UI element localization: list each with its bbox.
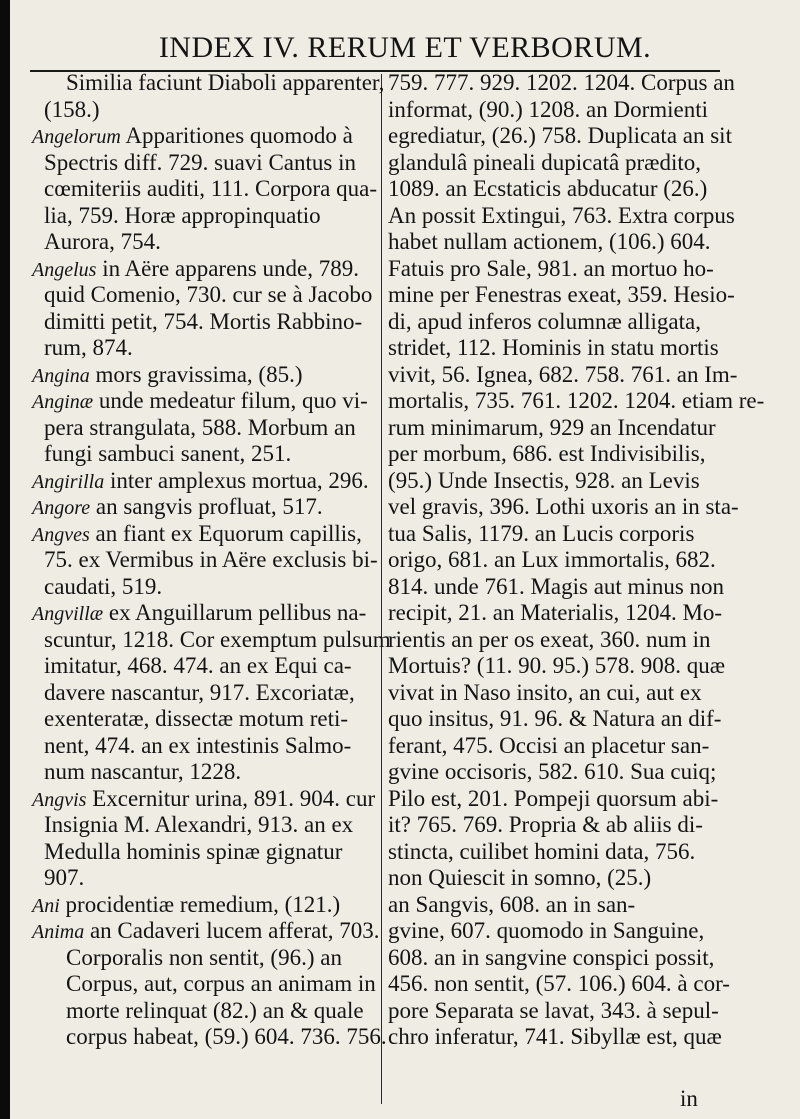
- index-entry-line: [32, 1024, 387, 1051]
- entry-text: exenteratæ, dissectæ motum reti-: [44, 706, 349, 731]
- entry-headword: Angore: [32, 497, 91, 519]
- index-entry-line: di, apud inferos columnæ alligata,: [388, 308, 701, 334]
- entry-headword: Ani: [32, 894, 60, 917]
- index-entry-line: [32, 150, 377, 177]
- entry-text: lia, 759. Horæ appropinquatio: [44, 202, 321, 228]
- page-header-title: INDEX IV. RERUM ET VERBORUM.: [158, 31, 652, 64]
- index-entry-line: [32, 521, 377, 548]
- index-entry-line: ferant, 475. Occisi an placetur san-: [388, 732, 710, 758]
- entry-text: mors gravissima, (85.): [89, 361, 303, 387]
- index-entry-line: an Sangvis, 608. an in san-: [388, 891, 636, 917]
- entry-text: nent, 474. an ex intestinis Salmo-: [44, 732, 352, 758]
- index-entry-line: [32, 203, 377, 230]
- index-entry-line: gvine occisoris, 582. 610. Sua cuiq;: [388, 759, 717, 784]
- entry-text: Medulla hominis spinæ gignatur: [44, 838, 343, 864]
- index-entry-line: [32, 759, 377, 786]
- index-entry-line: [32, 839, 377, 866]
- right-index-column: [388, 70, 765, 1051]
- index-entry-line: 608. an in sangvine conspici possit,: [388, 944, 715, 970]
- entry-text: cœmiteriis auditi, 111. Corpora qua-: [44, 176, 377, 201]
- index-entry-line: rum minimarum, 929 an Incendatur: [388, 414, 716, 440]
- catchword: in: [680, 1086, 698, 1111]
- entry-headword: Angelorum: [32, 126, 121, 148]
- index-entry-line: stincta, cuilibet homini data, 756.: [388, 838, 696, 864]
- index-entry-line: [32, 335, 377, 362]
- index-entry-line: Pilo est, 201. Pompeji quorsum abi-: [388, 785, 719, 811]
- index-entry-line: tua Salis, 1179. an Lucis corporis: [388, 520, 695, 546]
- entry-text: morte relinquat (82.) an & quale: [66, 997, 364, 1023]
- index-entry-line: mine per Fenestras exeat, 359. Hesio-: [388, 282, 735, 307]
- index-entry-line: [32, 733, 377, 760]
- index-entry-line: [32, 786, 377, 813]
- index-entry-line: [32, 97, 377, 124]
- index-entry-line: [32, 971, 377, 998]
- entry-text: Corporalis non sentit, (96.) an: [66, 944, 342, 970]
- entry-headword: Angvillæ: [32, 603, 104, 625]
- entry-text: in Aëre apparens unde, 789.: [96, 255, 359, 281]
- column-divider: [381, 74, 382, 1104]
- index-entry-line: informat, (90.) 1208. an Dormienti: [388, 96, 709, 122]
- index-entry-line: [32, 574, 377, 601]
- entry-text: (158.): [44, 96, 100, 122]
- index-entry-line: [32, 865, 377, 892]
- index-entry-line: vivit, 56. Ignea, 682. 758. 761. an Im-: [388, 361, 738, 387]
- entry-text: Excernitur urina, 891. 904. cur: [86, 785, 376, 811]
- entry-text: an sangvis profluat, 517.: [90, 494, 323, 519]
- index-entry-line: (95.) Unde Insectis, 928. an Levis: [388, 467, 700, 493]
- index-entry-line: 456. non sentit, (57. 106.) 604. à cor-: [388, 971, 730, 996]
- index-entry-line: [32, 812, 377, 839]
- entry-text: 907.: [44, 865, 85, 890]
- index-entry-line: chro inferatur, 741. Sibyllæ est, quæ: [388, 1024, 722, 1049]
- entry-text: 75. ex Vermibus in Aëre exclusis bi-: [44, 547, 378, 572]
- index-entry-line: mortalis, 735. 761. 1202. 1204. etiam re-: [388, 388, 765, 413]
- index-entry-line: [32, 256, 377, 283]
- entry-text: inter amplexus mortua, 296.: [104, 467, 369, 493]
- entry-text: Similia faciunt Diaboli apparenter,: [66, 70, 385, 95]
- index-entry-line: vel gravis, 396. Lothi uxoris an in sta-: [388, 494, 739, 519]
- entry-text: unde medeatur filum, quo vi-: [93, 388, 368, 413]
- index-entry-line: 814. unde 761. Magis aut minus non: [388, 573, 725, 599]
- index-entry-line: Fatuis pro Sale, 981. an mortuo ho-: [388, 255, 714, 281]
- entry-headword: Angelus: [32, 258, 97, 281]
- entry-text: procidentiæ remedium, (121.): [59, 891, 341, 917]
- entry-text: Insignia M. Alexandri, 913. an ex: [44, 812, 354, 837]
- index-entry-line: [32, 494, 377, 521]
- entry-text: Apparitiones quomodo à: [120, 123, 353, 148]
- entry-headword: Anima: [32, 921, 85, 943]
- index-entry-line: [32, 70, 385, 97]
- index-entry-line: [32, 362, 377, 389]
- entry-text: dimitti petit, 754. Mortis Rabbino-: [44, 308, 363, 334]
- index-entry-line: [32, 282, 377, 309]
- index-entry-line: [32, 176, 377, 203]
- entry-text: Spectris diff. 729. suavi Cantus in: [44, 149, 356, 175]
- index-entry-line: egrediatur, (26.) 758. Duplicata an sit: [388, 123, 732, 148]
- entry-text: an Cadaveri lucem afferat, 703.: [84, 918, 380, 943]
- left-index-column: [32, 70, 391, 1051]
- index-entry-line: [32, 229, 377, 256]
- index-entry-line: [32, 653, 377, 680]
- index-entry-line: [32, 547, 377, 574]
- entry-text: Corpus, aut, corpus an animam in: [66, 971, 376, 996]
- index-entry-line: habet nullam actionem, (106.) 604.: [388, 229, 711, 254]
- index-entry-line: An possit Extingui, 763. Extra corpus: [388, 202, 735, 228]
- index-entry-line: origo, 681. an Lux immortalis, 682.: [388, 547, 716, 572]
- index-entry-line: recipit, 21. an Materialis, 1204. Mo-: [388, 600, 723, 625]
- entry-headword: Angvis: [32, 788, 87, 811]
- entry-text: num nascantur, 1228.: [44, 759, 242, 784]
- index-entry-line: per morbum, 686. est Indivisibilis,: [388, 441, 706, 466]
- index-entry-line: pore Separata se lavat, 343. à sepul-: [388, 997, 719, 1023]
- entry-headword: Angves: [32, 523, 90, 546]
- index-entry-line: [32, 600, 377, 627]
- index-entry-line: [32, 945, 377, 972]
- index-entry-line: [32, 388, 377, 415]
- entry-text: davere nascantur, 917. Excoriatæ,: [44, 679, 355, 705]
- index-entry-line: Mortuis? (11. 90. 95.) 578. 908. quæ: [388, 653, 726, 678]
- entry-text: Aurora, 754.: [44, 229, 161, 254]
- index-entry-line: [32, 998, 377, 1025]
- index-entry-line: rientis an per os exeat, 360. num in: [388, 626, 711, 652]
- index-entry-line: stridet, 112. Hominis in statu mortis: [388, 335, 719, 360]
- entry-headword: Angina: [32, 364, 90, 387]
- index-entry-line: [32, 892, 377, 919]
- index-entry-line: non Quiescit in somno, (25.): [388, 865, 652, 890]
- index-entry-line: [32, 441, 377, 468]
- entry-text: quid Comenio, 730. cur se à Jacobo: [44, 282, 373, 307]
- index-entry-line: glandulâ pineali dupicatâ prædito,: [388, 149, 701, 175]
- entry-text: caudati, 519.: [44, 573, 163, 599]
- entry-text: ex Anguillarum pellibus na-: [103, 600, 367, 625]
- entry-headword: Anginæ: [32, 391, 94, 413]
- index-entry-line: 759. 777. 929. 1202. 1204. Corpus an: [388, 70, 735, 95]
- index-entry-line: it? 765. 769. Propria & ab aliis di-: [388, 812, 703, 837]
- index-entry-line: [32, 626, 391, 654]
- index-entry-line: vivat in Naso insito, an cui, aut ex: [388, 679, 702, 705]
- entry-text: corpus habeat, (59.) 604. 736. 756.: [66, 1024, 387, 1049]
- entry-headword: Angirilla: [32, 470, 105, 493]
- entry-text: scuntur, 1218. Cor exemptum pulsum: [44, 626, 391, 652]
- index-entry-line: [32, 706, 377, 733]
- index-entry-line: [32, 918, 380, 945]
- entry-text: pera strangulata, 588. Morbum an: [44, 414, 356, 440]
- index-entry-line: gvine, 607. quomodo in Sanguine,: [388, 918, 705, 943]
- entry-text: fungi sambuci sanent, 251.: [44, 441, 292, 466]
- index-entry-line: [32, 680, 377, 707]
- entry-text: rum, 874.: [44, 335, 133, 360]
- entry-text: an fiant ex Equorum capillis,: [89, 520, 362, 546]
- index-entry-line: [32, 415, 377, 442]
- index-entry-line: quo insitus, 91. 96. & Natura an dif-: [388, 706, 722, 731]
- index-entry-line: [32, 123, 377, 150]
- index-entry-line: [32, 468, 377, 495]
- book-page: [10, 0, 800, 1119]
- index-entry-line: [32, 309, 377, 336]
- entry-text: imitatur, 468. 474. an ex Equi ca-: [44, 653, 352, 678]
- index-entry-line: 1089. an Ecstaticis abducatur (26.): [388, 176, 708, 201]
